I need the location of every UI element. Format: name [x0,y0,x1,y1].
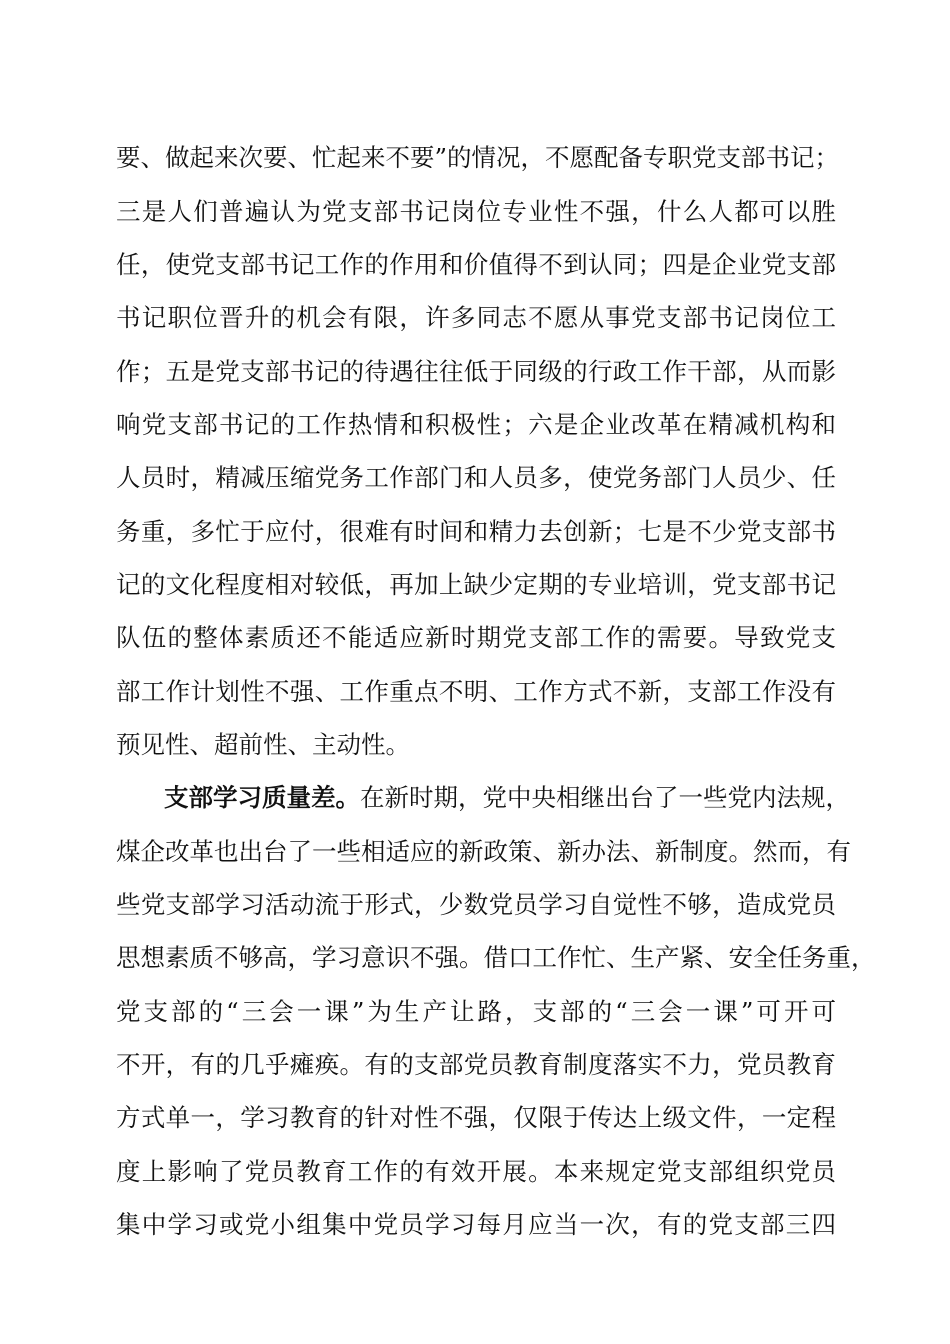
paragraph1-line: 务重，多忙于应付，很难有时间和精力去创新；七是不少党支部书 [116,517,836,546]
paragraph1-line: 记的文化程度相对较低，再加上缺少定期的专业培训，党支部书记 [116,570,836,599]
paragraph1-line: 预见性、超前性、主动性。 [116,730,410,759]
paragraph1-line: 人员时，精减压缩党务工作部门和人员多，使党务部门人员少、任 [116,463,836,492]
paragraph1-line: 要、做起来次要、忙起来不要”的情况，不愿配备专职党支部书记； [116,143,840,172]
paragraph2-line: 方式单一，学习教育的针对性不强，仅限于传达上级文件，一定程 [116,1103,836,1132]
paragraph1-line: 作；五是党支部书记的待遇往往低于同级的行政工作干部，从而影 [116,357,836,386]
paragraph2-line: 集中学习或党小组集中党员学习每月应当一次，有的党支部三四 [116,1210,836,1239]
paragraph2-line: 不开，有的几乎瘫痪。有的支部党员教育制度落实不力，党员教育 [116,1050,836,1079]
paragraph1-line: 三是人们普遍认为党支部书记岗位专业性不强，什么人都可以胜 [116,197,836,226]
paragraph1-line: 队伍的整体素质还不能适应新时期党支部工作的需要。导致党支 [116,623,836,652]
paragraph1-line: 书记职位晋升的机会有限，许多同志不愿从事党支部书记岗位工 [116,303,836,332]
paragraph1-line: 响党支部书记的工作热情和积极性；六是企业改革在精减机构和 [116,410,836,439]
paragraph2-line: 些党支部学习活动流于形式，少数党员学习自觉性不够，造成党员 [116,890,836,919]
paragraph2-first-line-text: 在新时期，党中央相继出台了一些党内法规， [360,783,850,812]
paragraph2-line: 思想素质不够高，学习意识不强。借口工作忙、生产紧、安全任务重， [116,943,876,972]
paragraph2-line: 党支部的“三会一课”为生产让路，支部的“三会一课”可开可 [116,997,836,1026]
paragraph1-line: 部工作计划性不强、工作重点不明、工作方式不新，支部工作没有 [116,677,836,706]
paragraph2-line: 煤企改革也出台了一些相适应的新政策、新办法、新制度。然而，有 [116,837,851,866]
paragraph1-line: 任，使党支部书记工作的作用和价值得不到认同；四是企业党支部 [116,250,836,279]
paragraph2-heading: 支部学习质量差。 [164,783,360,812]
paragraph2-first-line [164,778,850,818]
paragraph2-line: 度上影响了党员教育工作的有效开展。本来规定党支部组织党员 [116,1157,836,1186]
